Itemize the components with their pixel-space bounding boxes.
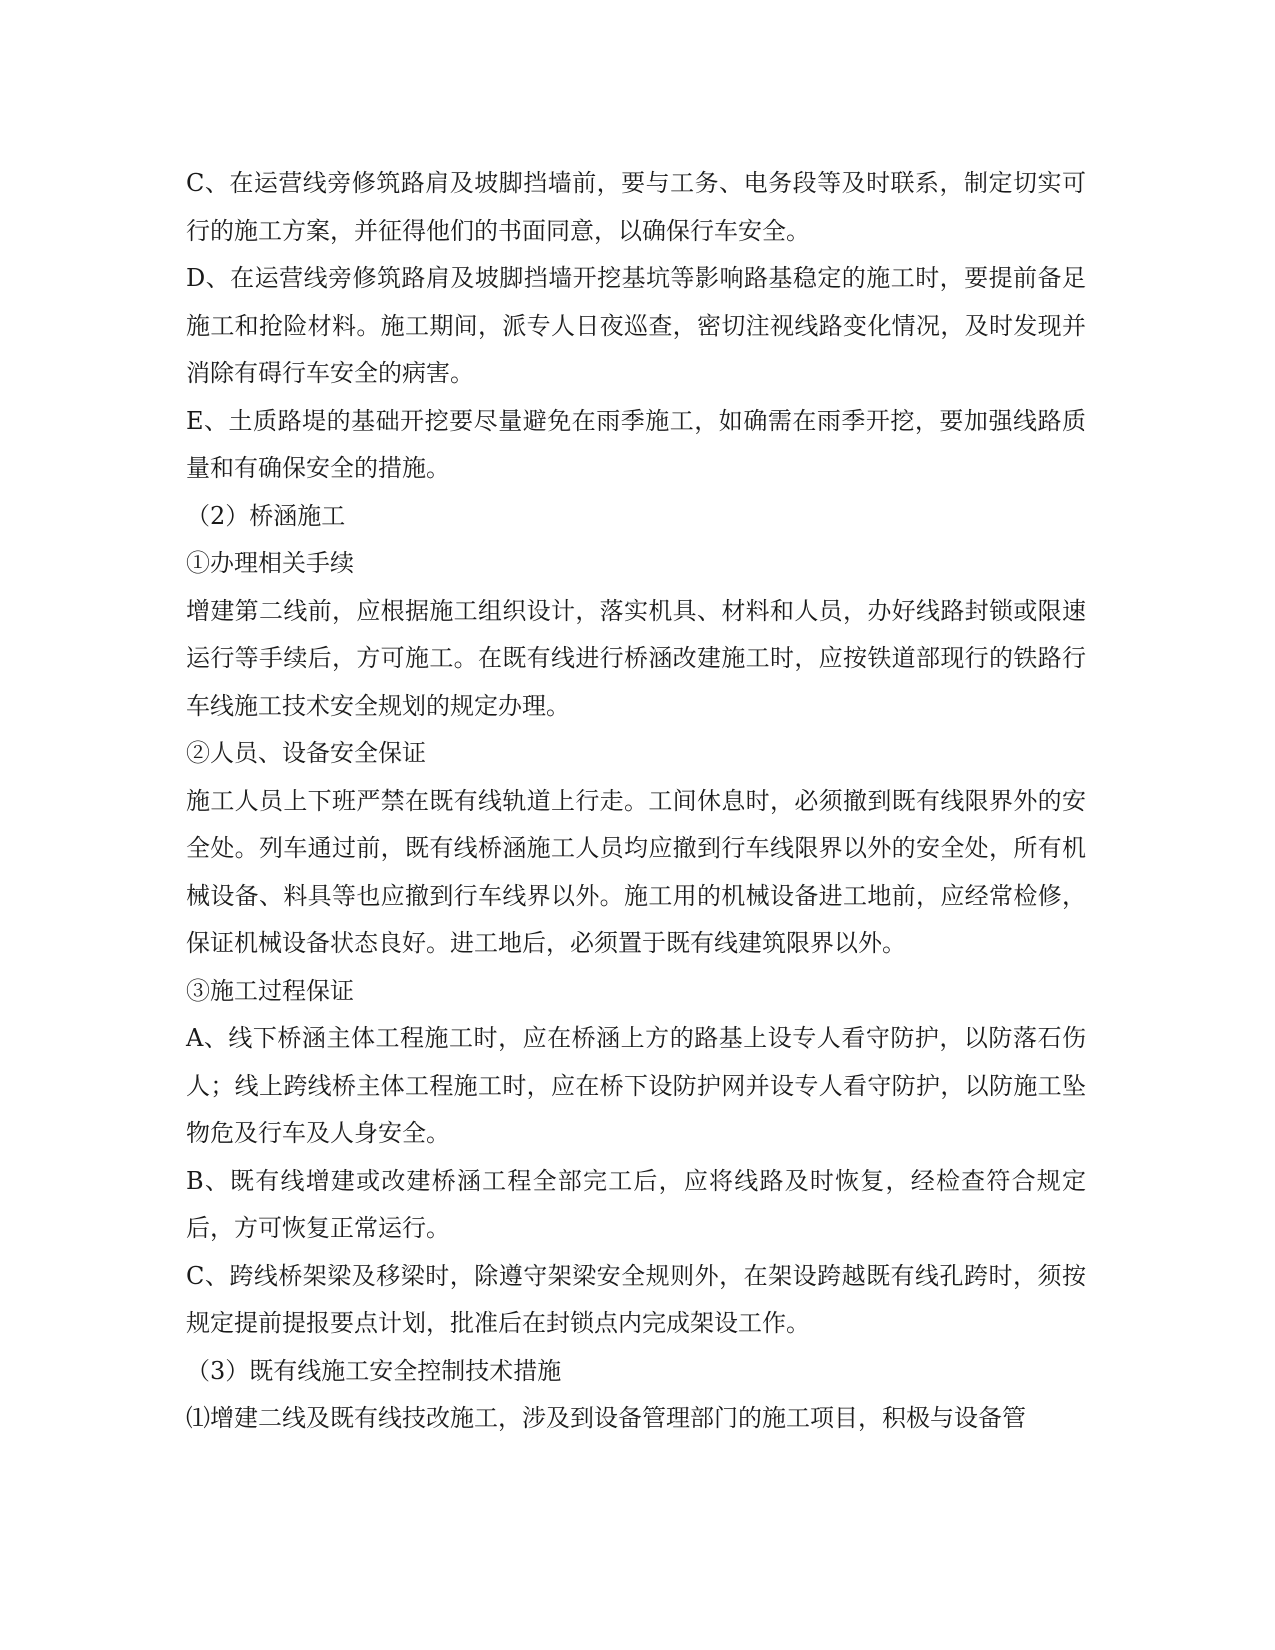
paragraph-c-shoulder-wall: C、在运营线旁修筑路肩及坡脚挡墙前，要与工务、电务段等及时联系，制定切实可行的施工方案，并征得他们的书面同意，以确保行车安全。	[186, 169, 1086, 245]
paragraph-c-beam-erection: C、跨线桥架梁及移梁时，除遵守架梁安全规则外，在架设跨越既有线孔跨时，须按规定提前提报要点计划，批准后在封锁点内完成架设工作。	[186, 1261, 1086, 1337]
paragraph-personnel-equipment: 施工人员上下班严禁在既有线轨道上行走。工间休息时，必须撤到既有线限界外的安全处。列车通过前，既有线桥涵施工人员均应撤到行车线限界以外的安全处，所有机械设备、料具等也应撤到行车线界以外。施工用的机械设备进工地前，应经常检修，保证机械设备状态良好。进工地后，必须置于既有线建筑限界以外。	[186, 786, 1086, 957]
section-heading-existing-line-safety: （3）既有线施工安全控制技术措施	[186, 1356, 562, 1385]
paragraph-d-foundation-pit: D、在运营线旁修筑路肩及坡脚挡墙开挖基坑等影响路基稳定的施工时，要提前备足施工和抢险材料。施工期间，派专人日夜巡查，密切注视线路变化情况，及时发现并消除有碍行车安全的病害。	[186, 264, 1086, 387]
paragraph-procedures: 增建第二线前，应根据施工组织设计，落实机具、材料和人员，办好线路封锁或限速运行等手续后，方可施工。在既有线进行桥涵改建施工时，应按铁道部现行的铁路行车线施工技术安全规划的规定办理。	[186, 596, 1086, 720]
paragraph-1-second-line: ⑴增建二线及既有线技改施工，涉及到设备管理部门的施工项目，积极与设备管	[186, 1404, 1026, 1432]
subheading-procedures: ①办理相关手续	[186, 549, 354, 577]
document-body	[186, 160, 1086, 1443]
paragraph-e-soil-embankment: E、土质路堤的基础开挖要尽量避免在雨季施工，如确需在雨季开挖，要加强线路质量和有确保安全的措施。	[186, 406, 1086, 482]
paragraph-a-bridge-main-works: A、线下桥涵主体工程施工时，应在桥涵上方的路基上设专人看守防护，以防落石伤人；线上跨线桥主体工程施工时，应在桥下设防护网并设专人看守防护，以防施工坠物危及行车及人身安全。	[186, 1024, 1086, 1147]
paragraph-b-line-restoration: B、既有线增建或改建桥涵工程全部完工后，应将线路及时恢复，经检查符合规定后，方可恢复正常运行。	[186, 1166, 1086, 1242]
subheading-personnel-equipment: ②人员、设备安全保证	[186, 739, 426, 767]
subheading-construction-process: ③施工过程保证	[186, 976, 354, 1005]
section-heading-bridge-culvert: （2）桥涵施工	[186, 501, 346, 530]
